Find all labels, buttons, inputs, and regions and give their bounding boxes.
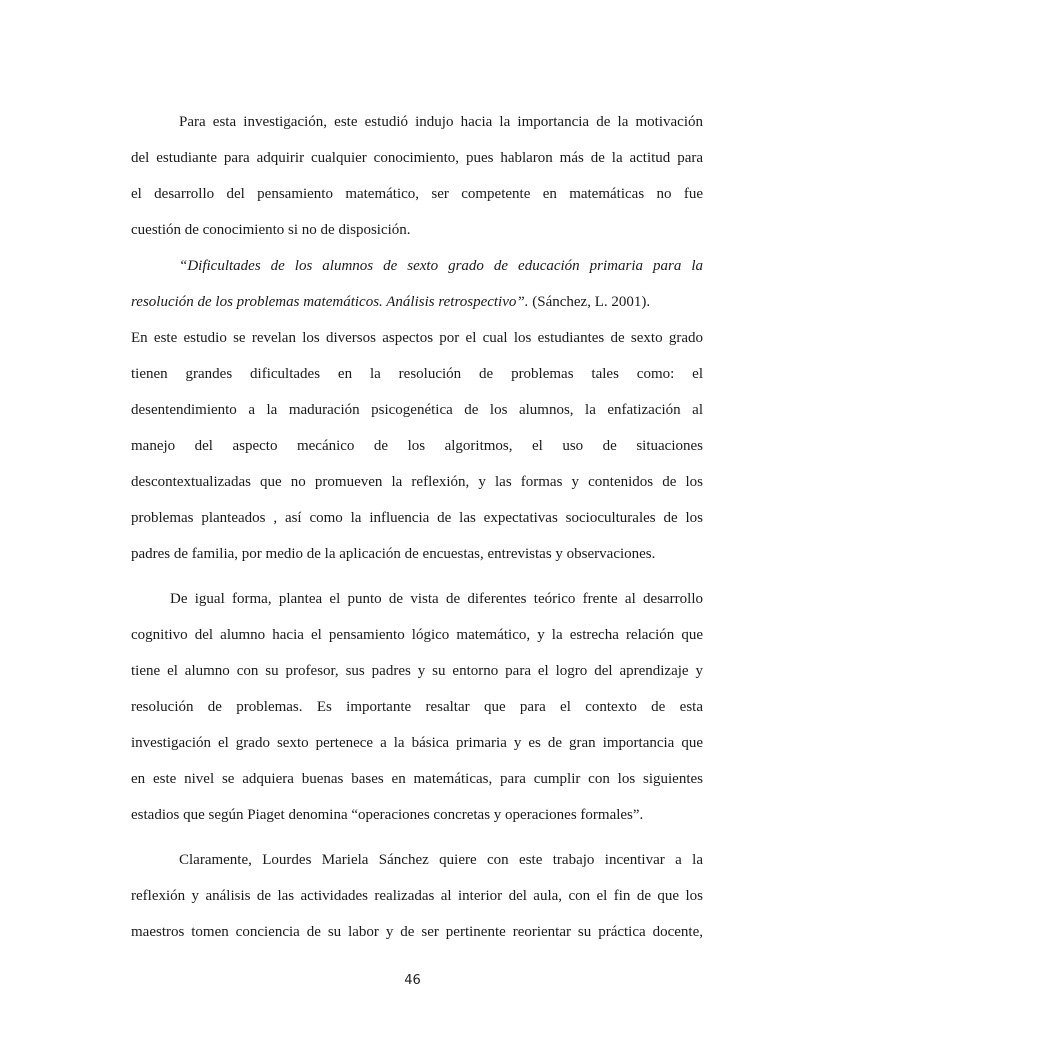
text-line: descontextualizadas que no promueven la reflexión, y las formas y contenidos de los bbox=[131, 474, 703, 490]
text-line: maestros tomen conciencia de su labor y de ser pertinente reorientar su práctica docente, bbox=[131, 924, 703, 940]
text-line: tiene el alumno con su profesor, sus padres y su entorno para el logro del aprendizaje y bbox=[131, 663, 703, 679]
page-number: 46 bbox=[404, 973, 421, 988]
text-line: reflexión y análisis de las actividades realizadas al interior del aula, con el fin de que los bbox=[131, 888, 703, 904]
text-line: cuestión de conocimiento si no de disposición. bbox=[131, 222, 411, 238]
text-line: resolución de problemas. Es importante resaltar que para el contexto de esta bbox=[131, 699, 703, 715]
text-line: desentendimiento a la maduración psicogenética de los alumnos, la enfatización al bbox=[131, 402, 703, 418]
text-line: cognitivo del alumno hacia el pensamiento lógico matemático, y la estrecha relación que bbox=[131, 627, 703, 643]
text-line: en este nivel se adquiera buenas bases en matemáticas, para cumplir con los siguientes bbox=[131, 771, 703, 787]
citation-title-line: “Dificultades de los alumnos de sexto grado de educación primaria para la bbox=[179, 258, 703, 274]
text-line: De igual forma, plantea el punto de vista de diferentes teórico frente al desarrollo bbox=[170, 591, 703, 607]
text-line: estadios que según Piaget denomina “operaciones concretas y operaciones formales”. bbox=[131, 807, 644, 823]
text-line: Para esta investigación, este estudió indujo hacia la importancia de la motivación bbox=[179, 114, 703, 130]
citation-line bbox=[131, 292, 703, 312]
text-line: padres de familia, por medio de la aplicación de encuestas, entrevistas y observaciones. bbox=[131, 546, 656, 562]
text-line: Claramente, Lourdes Mariela Sánchez quiere con este trabajo incentivar a la bbox=[179, 852, 703, 868]
citation-reference: (Sánchez, L. 2001). bbox=[532, 294, 651, 310]
text-line: manejo del aspecto mecánico de los algoritmos, el uso de situaciones bbox=[131, 438, 703, 454]
text-line: del estudiante para adquirir cualquier conocimiento, pues hablaron más de la actitud para bbox=[131, 150, 703, 166]
text-line: En este estudio se revelan los diversos aspectos por el cual los estudiantes de sexto grado bbox=[131, 330, 703, 346]
text-line: problemas planteados , así como la influencia de las expectativas socioculturales de los bbox=[131, 510, 703, 526]
citation-title-end: resolución de los problemas matemáticos. Análisis retrospectivo”. bbox=[131, 294, 529, 310]
text-line: el desarrollo del pensamiento matemático, ser competente en matemáticas no fue bbox=[131, 186, 703, 202]
text-line: investigación el grado sexto pertenece a la básica primaria y es de gran importancia que bbox=[131, 735, 703, 751]
text-line: tienen grandes dificultades en la resolución de problemas tales como: el bbox=[131, 366, 703, 382]
